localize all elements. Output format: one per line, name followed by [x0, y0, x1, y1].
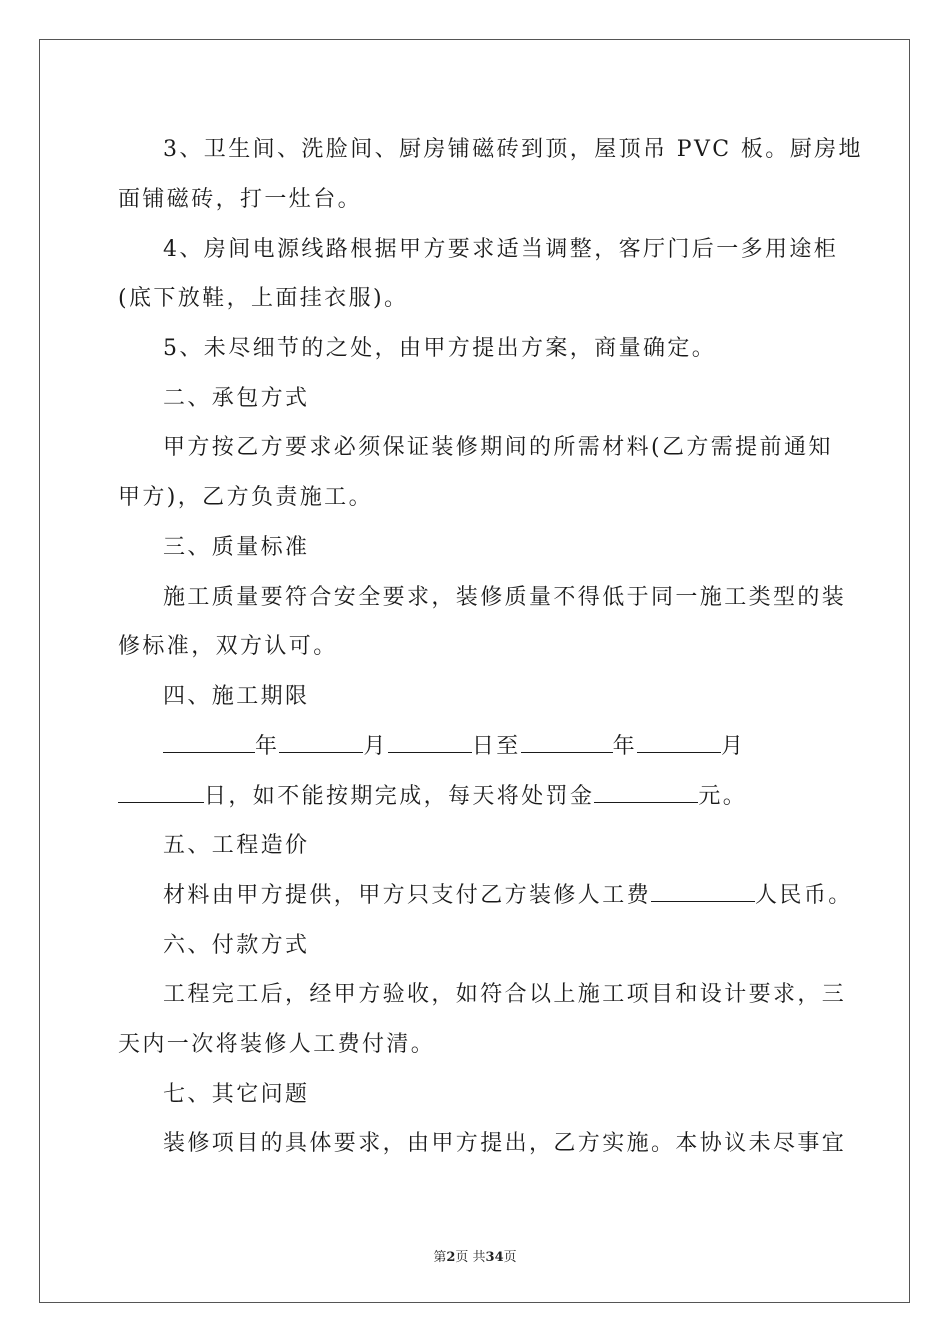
section-3-line-1: 施工质量要符合安全要求，装修质量不得低于同一施工类型的装: [163, 585, 847, 610]
section-heading-2: 二、承包方式: [163, 386, 310, 411]
section-heading-3: 三、质量标准: [163, 535, 310, 560]
blank-end-day: [118, 782, 204, 803]
label-month-2: 月: [721, 734, 746, 759]
cost-text: 材料由甲方提供，甲方只支付乙方装修人工费: [163, 883, 652, 908]
section-5-line: [163, 881, 853, 911]
clause-3-line-2: 面铺磁砖，打一灶台。: [118, 187, 363, 212]
footer-prefix: 第: [433, 1250, 447, 1265]
label-rmb: 人民币。: [755, 883, 853, 908]
blank-penalty-amount: [594, 782, 698, 803]
footer-total-pages: 34: [485, 1250, 504, 1265]
blank-start-month: [279, 732, 363, 753]
section-2-line-2: 甲方)，乙方负责施工。: [118, 485, 373, 510]
section-7-line-1: 装修项目的具体要求，由甲方提出，乙方实施。本协议未尽事宜: [163, 1131, 847, 1156]
section-6-line-1: 工程完工后，经甲方验收，如符合以上施工项目和设计要求，三: [163, 982, 847, 1007]
blank-start-day: [388, 732, 472, 753]
page-border: [39, 39, 910, 1303]
section-4-penalty-line: [118, 782, 747, 812]
blank-end-year: [521, 732, 613, 753]
blank-end-month: [637, 732, 721, 753]
section-heading-5: 五、工程造价: [163, 833, 310, 858]
clause-4-line-1: 4、房间电源线路根据甲方要求适当调整，客厅门后一多用途柜: [163, 237, 839, 262]
footer-suffix: 页: [503, 1250, 517, 1265]
section-4-date-line: [163, 732, 745, 762]
label-yuan: 元。: [698, 784, 748, 809]
label-year-2: 年: [612, 734, 638, 759]
section-2-line-1: 甲方按乙方要求必须保证装修期间的所需材料(乙方需提前通知: [163, 435, 833, 460]
clause-5: 5、未尽细节的之处，由甲方提出方案，商量确定。: [163, 336, 717, 361]
clause-4-line-2: (底下放鞋，上面挂衣服)。: [118, 286, 409, 311]
label-year-1: 年: [255, 734, 280, 759]
label-month-1: 月: [363, 734, 388, 759]
section-heading-7: 七、其它问题: [163, 1082, 310, 1107]
blank-labor-fee: [651, 881, 755, 902]
section-3-line-2: 修标准，双方认可。: [118, 634, 338, 659]
penalty-text: 日，如不能按期完成，每天将处罚金: [204, 784, 595, 809]
section-heading-6: 六、付款方式: [163, 933, 310, 958]
clause-3-line-1: 3、卫生间、洗脸间、厨房铺磁砖到顶，屋顶吊 PVC 板。厨房地: [163, 137, 863, 162]
footer-mid: 页 共: [455, 1250, 486, 1265]
footer-page-number: 2: [446, 1250, 456, 1265]
section-6-line-2: 天内一次将装修人工费付清。: [118, 1032, 436, 1057]
section-heading-4: 四、施工期限: [163, 684, 310, 709]
page-footer: [0, 1246, 950, 1265]
label-day-to: 日至: [471, 734, 521, 759]
blank-start-year: [163, 732, 255, 753]
